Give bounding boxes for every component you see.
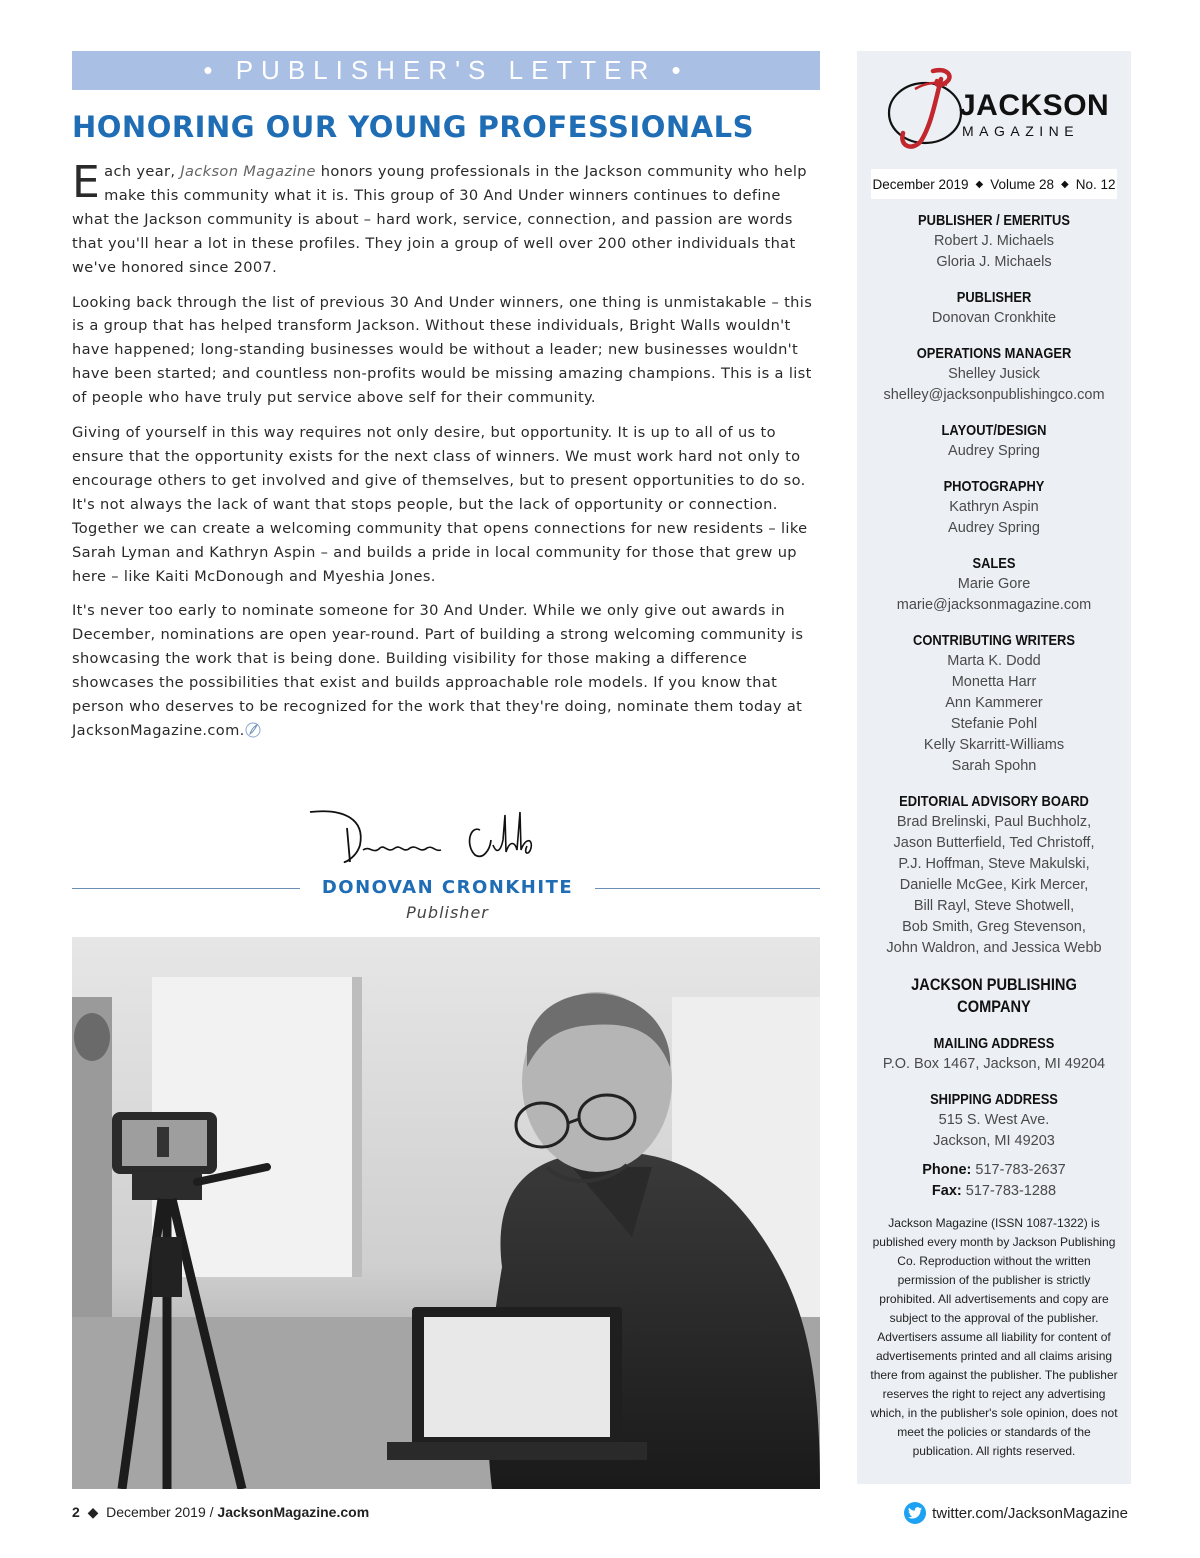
drop-cap: E	[72, 157, 101, 208]
signoff-title: Publisher	[406, 903, 489, 922]
signature-image	[305, 800, 565, 880]
issue-month: December 2019	[872, 176, 969, 192]
signoff-rule-right	[595, 888, 820, 889]
footer-site-link[interactable]: JacksonMagazine.com	[217, 1504, 370, 1520]
credit-line: Monetta Harr	[951, 674, 1037, 690]
issue-volume: Volume 28	[990, 176, 1055, 192]
credit-line: Jason Butterfield, Ted Christoff,	[893, 835, 1095, 851]
footer-twitter[interactable]	[904, 1502, 1128, 1524]
legal-notice: Jackson Magazine (ISSN 1087-1322) is published every month by Jackson Publishing Co. Reproduction without the written permission of the publisher is strictly prohibited. All advertisements and copy are subject to the approval of the publisher. Advertisers assume all liability for content of advertisements printed and all claims arising there from against the publisher. The publisher reserves the right to reject any advertising which, in the publisher's sole opinion, does not meet the policies or standards of the publication. All rights reserved.	[870, 1216, 1118, 1458]
credit-photography	[857, 477, 1131, 539]
paragraph-4-text: It's never too early to nominate someone for 30 And Under. While we only give out awards in December, nominations are open year-round. Part of building a strong welcoming community is showcasing the work that is being done. Building visibility for those making a difference showcases the possibilities that exist and builds approachable role models. If you know that person who deserves to be recognized for the work that they're doing, nominate them today at JacksonMagazine.com.	[72, 602, 804, 739]
paragraph-4	[72, 599, 817, 742]
footer-folio	[72, 1504, 369, 1521]
credit-heading: EDITORIAL ADVISORY BOARD	[899, 793, 1089, 810]
credit-heading: PHOTOGRAPHY	[943, 478, 1045, 495]
credit-email-link[interactable]: shelley@jacksonpublishingco.com	[883, 387, 1105, 403]
credit-line: Kathryn Aspin	[949, 499, 1039, 515]
credit-line: Donovan Cronkhite	[931, 310, 1057, 326]
credit-heading: OPERATIONS MANAGER	[916, 345, 1072, 362]
credit-heading: PUBLISHER	[956, 289, 1032, 306]
credit-line: P.J. Hoffman, Steve Makulski,	[898, 856, 1090, 872]
credit-line: Marta K. Dodd	[947, 653, 1041, 669]
footer-issue: December 2019	[106, 1504, 206, 1520]
credit-line: Audrey Spring	[948, 520, 1040, 536]
credit-line: Ann Kammerer	[945, 695, 1043, 711]
paragraph-3: Giving of yourself in this way requires not only desire, but opportunity. It is up to all of us to ensure that the opportunity exists for the next class of winners. We must work hard not only to encourage others to get involved and give of themselves, but to present opportunities to do so. It's not always the lack of want that stops people, but the lack of opportunity or connection. Together we can create a welcoming community that opens connections for new residents – like Sarah Lyman and Kathryn Aspin – and builds a pride in local community for those that grew up here – like Kaiti McDonough and Myeshia Jones.	[72, 424, 808, 585]
paragraph-1-rest: honors young professionals in the Jackson community who help make this community what it is. This group of 30 And Under winners continues to define what the Jackson community is about – hard work, service, connection, and passion are words that you'll hear a lot in these profiles. They join a group of well over 200 other individuals that we've honored since 2007.	[72, 163, 807, 276]
phone-label: Phone:	[922, 1162, 972, 1178]
credit-email-link[interactable]: marie@jacksonmagazine.com	[896, 597, 1092, 613]
address-heading: SHIPPING ADDRESS	[930, 1091, 1058, 1108]
signoff-rule-left	[72, 888, 300, 889]
fax-label: Fax:	[931, 1183, 962, 1199]
credit-line: Kelly Skarritt-Williams	[923, 737, 1065, 753]
footer-diamond-icon: ◆	[83, 1504, 103, 1520]
credit-line: Audrey Spring	[948, 443, 1040, 459]
address-heading: MAILING ADDRESS	[933, 1035, 1055, 1052]
credit-line: Stefanie Pohl	[950, 716, 1038, 732]
credit-line: Danielle McGee, Kirk Mercer,	[899, 877, 1089, 893]
paragraph-1	[72, 157, 817, 280]
address-line: 515 S. West Ave.	[938, 1112, 1050, 1128]
logo-wordmark: JACKSON	[959, 89, 1110, 122]
diamond-icon: ◆	[975, 178, 984, 190]
credit-line: John Waldron, and Jessica Webb	[886, 940, 1102, 956]
credit-heading: PUBLISHER / EMERITUS	[918, 212, 1070, 229]
phone-line	[857, 1160, 1131, 1181]
diamond-icon: ◆	[1061, 178, 1069, 190]
paragraph-2: Looking back through the list of previous 30 And Under winners, one thing is unmistakable – this is a group that has helped transform Jackson. Without these individuals, Bright Walls wouldn't have happened; long-standing businesses would be without a leader; new businesses wouldn't have been started; and countless non-profits would be missing amazing champions. This is a list of people who have truly put service above self for their community.	[72, 293, 813, 407]
credit-line: Shelley Jusick	[948, 366, 1040, 382]
company-name: JACKSON PUBLISHING COMPANY	[911, 975, 1077, 1016]
credit-contributing-writers	[857, 631, 1131, 777]
credit-heading: CONTRIBUTING WRITERS	[913, 632, 1075, 649]
credit-publisher-emeritus	[857, 211, 1131, 273]
credit-heading: LAYOUT/DESIGN	[941, 422, 1047, 439]
issue-number: No. 12	[1075, 176, 1116, 192]
end-mark-icon	[245, 722, 261, 738]
footer-separator: /	[209, 1504, 214, 1520]
credit-editorial-board	[857, 792, 1131, 959]
credit-operations-manager	[857, 344, 1131, 406]
address-line: Jackson, MI 49203	[933, 1133, 1055, 1149]
paragraph-1-lead: ach year,	[104, 163, 181, 180]
phone-number: 517-783-2637	[975, 1162, 1066, 1178]
credit-line: Gloria J. Michaels	[936, 254, 1052, 270]
credit-publisher	[857, 288, 1131, 329]
credit-line: Bob Smith, Greg Stevenson,	[902, 919, 1086, 935]
credit-sales	[857, 554, 1131, 616]
credit-line: Marie Gore	[957, 576, 1031, 592]
address-line: P.O. Box 1467, Jackson, MI 49204	[882, 1056, 1106, 1072]
staff-credits	[857, 211, 1131, 1461]
section-banner-label: • PUBLISHER'S LETTER •	[203, 55, 689, 85]
credit-layout-design	[857, 421, 1131, 462]
credit-heading: SALES	[972, 555, 1016, 572]
fax-line	[857, 1181, 1131, 1202]
signoff-name: DONOVAN CRONKHITE	[321, 877, 574, 898]
article-headline: HONORING OUR YOUNG PROFESSIONALS	[72, 110, 754, 144]
credit-line: Bill Rayl, Steve Shotwell,	[913, 898, 1075, 914]
twitter-handle: twitter.com/JacksonMagazine	[932, 1504, 1128, 1522]
logo-subtitle: MAGAZINE	[962, 123, 1080, 139]
section-banner	[72, 51, 820, 90]
issue-info	[871, 169, 1117, 199]
masthead-sidebar	[857, 51, 1131, 1484]
fax-number: 517-783-1288	[965, 1183, 1057, 1199]
credit-line: Sarah Spohn	[951, 758, 1037, 774]
shipping-address	[857, 1090, 1131, 1152]
page-number: 2	[72, 1504, 80, 1520]
credit-line: Brad Brelinski, Paul Buchholz,	[896, 814, 1092, 830]
publisher-photo	[72, 937, 820, 1489]
letter-body	[72, 157, 817, 754]
credit-line: Robert J. Michaels	[933, 233, 1055, 249]
twitter-bird-icon	[904, 1502, 926, 1524]
mailing-address	[857, 1034, 1131, 1075]
magazine-name-italic: Jackson Magazine	[180, 163, 316, 180]
